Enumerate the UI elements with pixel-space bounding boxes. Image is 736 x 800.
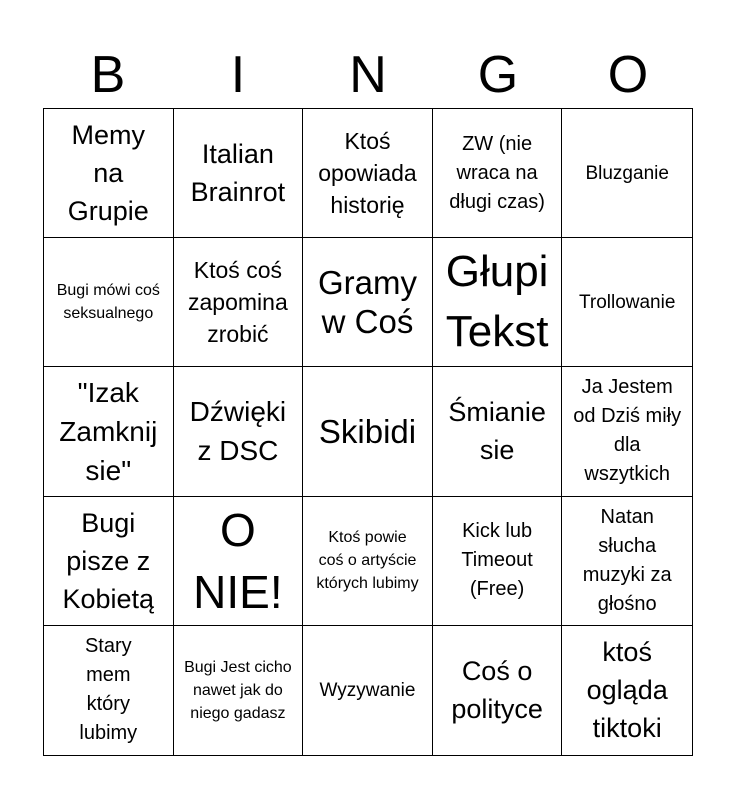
bingo-cell[interactable]	[303, 109, 433, 238]
cell-label: Bugi pisze z Kobietą	[62, 507, 155, 614]
bingo-header	[43, 42, 693, 108]
cell-label: Bluzganie	[585, 162, 669, 184]
cell-label: Natan słucha muzyki za głośno	[582, 505, 672, 615]
bingo-cell[interactable]	[303, 626, 433, 755]
header-letter-n: N	[349, 46, 387, 104]
bingo-cell[interactable]	[433, 109, 563, 238]
bingo-cell[interactable]	[303, 367, 433, 496]
cell-label: Ktoś coś zapomina zrobić	[188, 257, 288, 348]
bingo-cell[interactable]	[562, 497, 692, 626]
cell-label: Gramy w Coś	[317, 264, 417, 341]
cell-label: Wyzywanie	[319, 679, 416, 701]
cell-label: Italian Brainrot	[190, 139, 286, 208]
bingo-cell[interactable]	[562, 367, 692, 496]
cell-label: O NIE!	[193, 503, 283, 618]
cell-label: "Izak Zamknij sie"	[59, 376, 158, 486]
cell-label: Ktoś opowiada historię	[318, 128, 417, 219]
bingo-cell[interactable]	[44, 367, 174, 496]
cell-label: Głupi Tekst	[445, 247, 549, 357]
bingo-board	[43, 108, 693, 756]
header-letter-i: I	[230, 46, 246, 104]
header-letter-g: G	[477, 46, 519, 104]
bingo-cell[interactable]	[44, 109, 174, 238]
bingo-cell[interactable]	[174, 367, 304, 496]
bingo-cell[interactable]	[174, 626, 304, 755]
bingo-cell[interactable]	[562, 238, 692, 367]
cell-label: Trollowanie	[578, 291, 676, 313]
bingo-cell[interactable]	[562, 109, 692, 238]
cell-label: ZW (nie wraca na długi czas)	[449, 132, 545, 213]
bingo-cell[interactable]	[174, 497, 304, 626]
cell-label: Kick lub Timeout (Free)	[461, 520, 533, 601]
bingo-cell[interactable]	[303, 238, 433, 367]
bingo-cell[interactable]	[174, 238, 304, 367]
bingo-cell[interactable]	[433, 238, 563, 367]
bingo-cell[interactable]	[303, 497, 433, 626]
bingo-cell[interactable]	[433, 626, 563, 755]
cell-label: Bugi Jest cicho nawet jak do niego gadasz	[184, 658, 292, 722]
cell-label: Śmianie sie	[448, 397, 546, 466]
cell-label: ktoś ogląda tiktoki	[586, 637, 668, 744]
cell-label: Dźwięki z DSC	[189, 396, 287, 467]
cell-label: Bugi mówi coś seksualnego	[56, 282, 160, 323]
header-letter-b: B	[90, 46, 126, 104]
cell-label: Skibidi	[318, 412, 417, 450]
bingo-cell[interactable]	[44, 238, 174, 367]
bingo-cell[interactable]	[433, 367, 563, 496]
bingo-cell[interactable]	[433, 497, 563, 626]
bingo-cell[interactable]	[44, 626, 174, 755]
cell-label: Ja Jestem od Dziś miły dla wszytkich	[573, 376, 682, 486]
header-letter-o: O	[607, 46, 649, 104]
cell-label: Coś o polityce	[451, 656, 543, 725]
bingo-cell[interactable]	[44, 497, 174, 626]
cell-label: Memy na Grupie	[67, 120, 149, 227]
cell-label: Ktoś powie coś o artyście których lubimy	[316, 529, 419, 593]
cell-label: Stary mem który lubimy	[79, 635, 138, 745]
bingo-cell[interactable]	[174, 109, 304, 238]
bingo-cell[interactable]	[562, 626, 692, 755]
